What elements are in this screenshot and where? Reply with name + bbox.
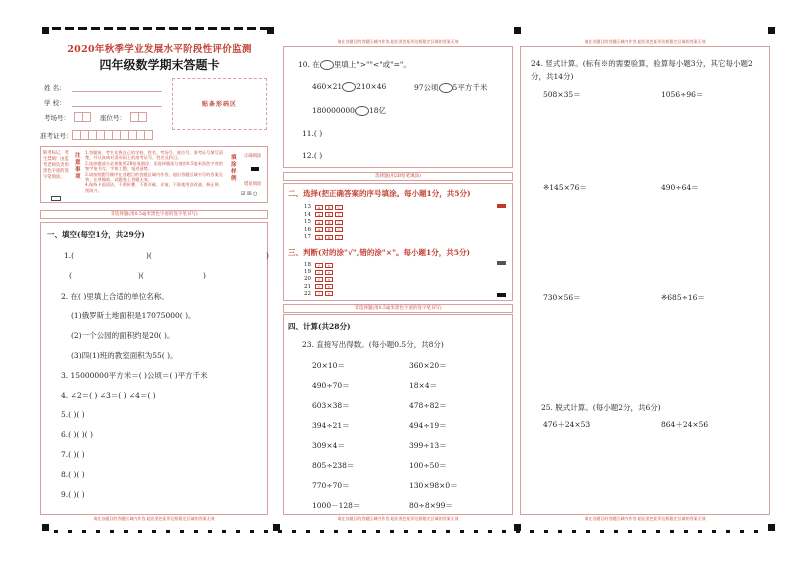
corner-marker [267, 27, 274, 34]
choice-option-b[interactable]: B [325, 212, 333, 217]
q6[interactable]: 6.( )( )( ) [61, 430, 93, 439]
compare-2-left: 97公顷 [414, 83, 439, 92]
q2-stem: 2. 在( )里填上合适的单位名称。 [61, 292, 169, 301]
calc-r4a[interactable]: 476＋24×53 [543, 420, 591, 429]
correct-fill-sample [251, 167, 259, 171]
correct-fill-label: 正确填涂 [244, 154, 262, 159]
corner-marker [768, 524, 775, 531]
calc-right[interactable]: 399÷13＝ [409, 441, 447, 450]
choice-number: 15 [304, 219, 311, 225]
choice-option-b[interactable]: B [325, 235, 333, 240]
q23-stem: 23. 直接写出得数。(每小题0.5分，共8分) [302, 340, 444, 349]
fill-sample-title: 填涂样例 [231, 155, 237, 182]
timing-marks-bottom [52, 530, 767, 533]
judge-number: 18 [304, 262, 311, 268]
absent-note: 缺考标记，考生禁填！由监考老师负责用黑色字迹的签字笔填涂。 [43, 151, 69, 180]
marker-small [497, 204, 506, 208]
section1-panel [40, 222, 268, 515]
section2-title: 二、选择(把正确答案的序号填涂。每小题1分，共5分) [288, 189, 471, 198]
q10-stem [298, 59, 411, 70]
choice-number: 14 [304, 211, 311, 218]
card-title: 四年级数学期末答题卡 [99, 58, 220, 72]
q25-stem: 25. 脱式计算。(每小题2分，共6分) [541, 403, 661, 412]
calc-r2b[interactable]: 490÷64＝ [661, 183, 699, 192]
choice-option-b[interactable]: B [325, 205, 333, 210]
compare-3 [312, 105, 386, 116]
judge-number: 22 [304, 290, 311, 297]
q10-12-panel [283, 46, 513, 168]
choice-option-a[interactable]: A [315, 235, 323, 240]
name-label: 姓 名： [44, 84, 66, 92]
judge-option-wrong[interactable]: × [325, 263, 333, 268]
judge-row [304, 262, 333, 268]
compare-2 [414, 82, 487, 93]
compare-3-oval[interactable] [355, 106, 369, 116]
choice-row [304, 204, 343, 210]
choice-row [304, 234, 343, 240]
choice-option-c[interactable]: C [335, 235, 343, 240]
marker-small [497, 293, 506, 297]
calc-left[interactable]: 20×10＝ [312, 361, 345, 370]
judge-row [304, 291, 333, 297]
wrong-fill-sample: ☑ ☒ ○ [241, 191, 258, 197]
q5[interactable]: 5.( )( ) [61, 410, 85, 419]
calc-left[interactable]: 805÷238＝ [312, 461, 355, 470]
section4-panel [283, 314, 513, 515]
choice-row [304, 227, 343, 233]
choice-row [304, 219, 343, 225]
exam-room-boxes[interactable] [74, 112, 90, 122]
seat-boxes[interactable] [130, 112, 146, 122]
compare-1-right: 210×46 [356, 82, 387, 91]
section4-title: 四、计算(共28分) [288, 322, 351, 331]
judge-option-correct[interactable]: √ [315, 291, 323, 296]
judge-number: 21 [304, 283, 311, 290]
note-line: 1.答题前，考生先将自己的学校、姓名、考场号、座位号、准考证号填写清楚，并认真核对条形码上的准考证号、姓名及科目。 [85, 150, 223, 161]
choice-number: 17 [304, 234, 311, 240]
barcode-area [172, 78, 267, 130]
seat-label: 座位号： [100, 114, 126, 122]
calc-right[interactable]: 494÷19＝ [409, 421, 447, 430]
calc-right[interactable]: 360×20＝ [409, 361, 447, 370]
judge-row [304, 276, 333, 282]
calc-left[interactable]: 309×4＝ [312, 441, 345, 450]
calc-left[interactable]: 1000－128＝ [312, 501, 361, 510]
choice-row [304, 212, 343, 218]
choice-option-b[interactable]: B [325, 220, 333, 225]
right-panel [520, 46, 770, 515]
calc-left[interactable]: 490÷70＝ [312, 381, 350, 390]
q10-instruction: 里填上">""<"或"="。 [333, 60, 411, 69]
q12[interactable]: 12.( ) [302, 151, 323, 160]
judge-number: 19 [304, 269, 311, 276]
choice-option-c[interactable]: C [335, 212, 343, 217]
judge-option-correct[interactable]: √ [315, 284, 323, 289]
compare-oval [320, 60, 334, 70]
corner-marker [768, 27, 775, 34]
section1-title: 一、填空(每空1分，共29分) [47, 230, 145, 239]
name-field[interactable] [72, 91, 162, 92]
q8[interactable]: 8.( )( ) [61, 470, 85, 479]
q1-blank-6[interactable]: ) [203, 271, 206, 280]
answer-note-bottom: 请在各题目的答题区域内作答,超出黑色矩形边框限定区域的答案无效 [93, 516, 215, 521]
exam-room-label: 考场号： [44, 114, 70, 122]
q9[interactable]: 9.( )( ) [61, 490, 85, 499]
compare-1-left: 460×21 [312, 82, 343, 91]
choice-option-b[interactable]: B [325, 227, 333, 232]
compare-3-left: 180000000 [312, 106, 355, 115]
nonchoice-bar-middle: 非选择题(用0.5毫米黑色字迹的签字笔书写) [283, 304, 513, 313]
answer-note-top: 请在各题目的答题区域内作答,超出黑色矩形边框限定区域的答案无效 [584, 39, 706, 44]
calc-r3a[interactable]: 730×56＝ [543, 293, 581, 302]
corner-marker [514, 27, 521, 34]
section3-title: 三、判断(对的涂"√",错的涂"×"。每小题1分，共5分) [288, 248, 470, 257]
judge-number: 20 [304, 276, 311, 283]
note-line: 2.选择题部分必须使用2B铅笔填涂；非选择题部分使用0.5毫米黑色字迹的签字笔书写，字体工整、笔迹清楚。 [85, 160, 223, 172]
compare-2-oval[interactable] [439, 83, 453, 93]
ticket-label: 准考证号： [40, 132, 73, 140]
absent-box[interactable] [51, 196, 61, 201]
choice-option-c[interactable]: C [335, 227, 343, 232]
calc-r2a[interactable]: ※145×76＝ [543, 183, 587, 192]
q2-3[interactable]: (3)四(1)班的教室面积为55( )。 [71, 351, 178, 360]
choice-option-a[interactable]: A [315, 227, 323, 232]
school-label: 学 校： [44, 99, 66, 107]
calc-left[interactable]: 394÷21＝ [312, 421, 350, 430]
judge-row [304, 269, 333, 275]
q3[interactable]: 3. 15000000平方米＝( )公顷＝( )平方千米 [61, 371, 208, 380]
judge-option-wrong[interactable]: × [325, 291, 333, 296]
calc-left[interactable]: 770÷70＝ [312, 481, 350, 490]
calc-r4b[interactable]: 864＋24×56 [661, 420, 709, 429]
answer-note-bottom: 请在各题目的答题区域内作答,超出黑色矩形边框限定区域的答案无效 [337, 516, 459, 521]
choice-option-a[interactable]: A [315, 220, 323, 225]
calc-right[interactable]: 130×98×0＝ [409, 481, 458, 490]
corner-marker [42, 27, 49, 34]
compare-2-right: 5平方千米 [452, 83, 488, 92]
choice-option-c[interactable]: C [335, 220, 343, 225]
calc-right[interactable]: 80÷8×99＝ [409, 501, 453, 510]
q2-2[interactable]: (2)一个公园的面积约是20( )。 [71, 331, 175, 340]
calc-r1a[interactable]: 508×35＝ [543, 90, 581, 99]
judge-option-wrong[interactable]: × [325, 284, 333, 289]
corner-marker [42, 524, 49, 531]
calc-r1b[interactable]: 1056÷96＝ [661, 90, 704, 99]
answer-note-bottom: 请在各题目的答题区域内作答,超出黑色矩形边框限定区域的答案无效 [584, 516, 706, 521]
judge-option-correct[interactable]: √ [315, 270, 323, 275]
choice-option-a[interactable]: A [315, 212, 323, 217]
notes-box [40, 146, 268, 203]
answer-note-top: 请在各题目的答题区域内作答,超出黑色矩形边框限定区域的答案无效 [337, 39, 459, 44]
choice-number: 13 [304, 204, 311, 210]
q10-label: 10. 在 [298, 60, 320, 69]
choice-option-a[interactable]: A [315, 205, 323, 210]
choice-judge-panel [283, 183, 513, 301]
q1-blank-1[interactable]: 1.( [64, 251, 75, 260]
q4[interactable]: 4. ∠2＝( ) ∠3＝( ) ∠4＝( ) [61, 391, 156, 400]
note-line: 3.请按照题号顺序在各题目的答题区域内作答，超出答题区域书写的答案无效；在草稿纸、试题卷上答题无效。 [85, 171, 223, 183]
school-field[interactable] [72, 106, 162, 107]
q1-blank-3[interactable]: ) [266, 251, 269, 260]
calc-right[interactable]: 478÷82＝ [409, 401, 447, 410]
nonchoice-bar: 非选择题(用0.5毫米黑色字迹的签字笔书写) [40, 210, 268, 219]
wrong-fill-label: 错误填涂 [244, 182, 262, 187]
judge-option-correct[interactable]: √ [315, 277, 323, 282]
q7[interactable]: 7.( )( ) [61, 450, 85, 459]
exam-title: 2020年秋季学业发展水平阶段性评价监测 [67, 44, 252, 55]
timing-marks-top [52, 27, 267, 30]
q1-blank-5[interactable]: )( [138, 271, 144, 280]
judge-option-wrong[interactable]: × [325, 277, 333, 282]
q11[interactable]: 11.( ) [302, 129, 323, 138]
q1-blank-4[interactable]: ( [69, 271, 72, 280]
judge-row [304, 284, 333, 290]
notes-title: 注意事项 [75, 153, 81, 180]
barcode-label: 贴条形码区 [201, 101, 237, 108]
calc-right[interactable]: 100÷50＝ [409, 461, 447, 470]
q2-1[interactable]: (1)俄罗斯土地面积是17075000( )。 [71, 311, 196, 320]
marker-small [497, 261, 506, 265]
note-line: 4.保持卡面清洁，不要折叠、不要弄破、弄皱，不准使用涂改液、修正带、刮纸刀。 [85, 182, 223, 193]
q24-stem: 24. 竖式计算。(标有※的需要验算，验算每小题3分，其它每小题2分，共14分) [531, 59, 753, 81]
calc-r3b[interactable]: ※685÷16＝ [661, 293, 705, 302]
compare-3-right: 18亿 [368, 106, 386, 115]
choice-option-c[interactable]: C [335, 205, 343, 210]
compare-1 [312, 82, 386, 92]
compare-1-oval[interactable] [342, 82, 356, 92]
q1-blank-2[interactable]: )( [146, 251, 152, 260]
judge-option-correct[interactable]: √ [315, 263, 323, 268]
choice-number: 16 [304, 226, 311, 233]
calc-right[interactable]: 18×4＝ [409, 381, 438, 390]
choice-bar: 选择题(用2B铅笔填涂) [283, 172, 513, 181]
ticket-boxes[interactable] [72, 130, 152, 140]
judge-option-wrong[interactable]: × [325, 270, 333, 275]
calc-left[interactable]: 603×38＝ [312, 401, 350, 410]
